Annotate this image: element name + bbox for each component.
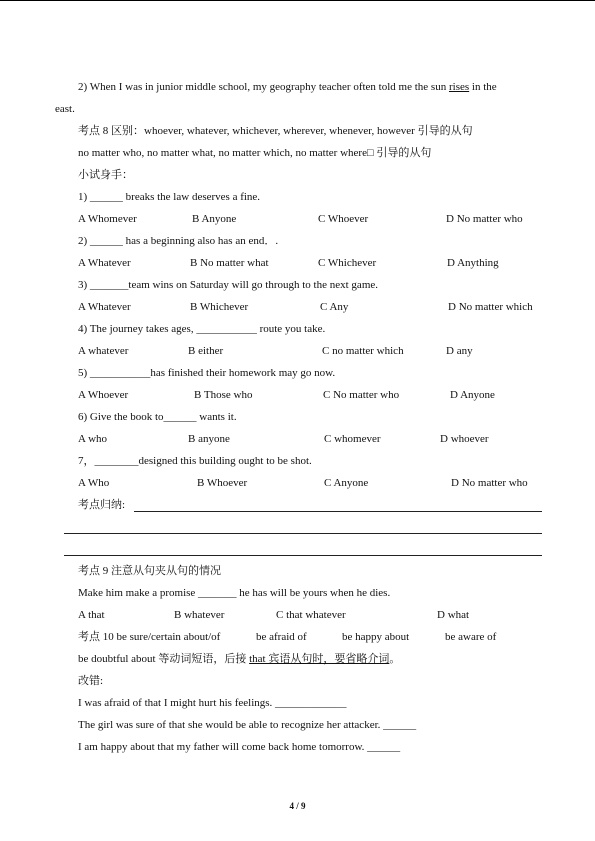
option-c: C that whatever	[276, 609, 346, 621]
intro-text: 2) When I was in junior middle school, my geography teacher often told me the sun	[78, 81, 449, 93]
option-a: A that	[78, 609, 105, 621]
question-stem: 5) ___________has finished their homework may go now.	[78, 367, 336, 379]
question-stem: 1) ______ breaks the law deserves a fine.	[78, 191, 261, 203]
option-b: B anyone	[188, 433, 230, 445]
correction-sentence: I was afraid of that I might hurt his feelings. _____________	[78, 697, 347, 709]
kaodian10-phrase: be afraid of	[256, 631, 307, 643]
option-b: B whatever	[174, 609, 225, 621]
kaodian10-rule-text: be doubtful about 等动词短语，后接	[78, 653, 250, 665]
correction-label: 改错:	[78, 675, 104, 687]
option-c: C Whoever	[318, 213, 369, 225]
option-a: A Whomever	[78, 213, 137, 225]
summary-answer-line	[64, 533, 542, 534]
option-b: B Whoever	[197, 477, 248, 489]
intro-line-1	[78, 80, 497, 94]
option-b: B Those who	[194, 389, 253, 401]
intro-underlined-word: rises	[448, 81, 470, 93]
option-a: A who	[78, 433, 108, 445]
option-d: D Anyone	[450, 389, 495, 401]
option-c: C whomever	[324, 433, 381, 445]
question-stem: 2) ______ has a beginning also has an end．.	[78, 235, 279, 247]
kaodian10-rule-end: 。	[389, 653, 401, 665]
intro-text-end: in the	[469, 81, 497, 93]
summary-answer-line	[64, 555, 542, 556]
kaodian10-phrase: 考点 10 be sure/certain about/of	[78, 631, 221, 643]
option-a: A Whoever	[78, 389, 129, 401]
option-d: D No matter who	[451, 477, 528, 489]
option-c: C no matter which	[322, 345, 404, 357]
kaodian10-phrase: be aware of	[445, 631, 497, 643]
option-d: D No matter who	[446, 213, 523, 225]
option-d: D No matter which	[448, 301, 533, 313]
header-rule	[0, 0, 595, 1]
option-b: B Whichever	[190, 301, 249, 313]
question-stem: 3) _______team wins on Saturday will go through to the next game.	[78, 279, 379, 291]
kaodian8-subtitle: no matter who, no matter what, no matter which, no matter where□ 引导的从句	[78, 147, 432, 159]
option-b: B Anyone	[192, 213, 237, 225]
option-c: C Anyone	[324, 477, 369, 489]
option-d: D any	[446, 345, 473, 357]
intro-line-2: east.	[55, 103, 75, 115]
page-number: 4 / 9	[289, 801, 306, 811]
option-c: C Whichever	[318, 257, 377, 269]
question-stem: 6) Give the book to______ wants it.	[78, 411, 237, 423]
kaodian9-title: 考点 9 注意从句夹从句的情况	[78, 565, 221, 577]
option-b: B either	[188, 345, 224, 357]
question-stem: 7，________designed this building ought to be shot.	[78, 455, 312, 467]
kaodian10-rule	[78, 652, 400, 666]
summary-answer-line	[134, 511, 542, 512]
option-a: A Who	[78, 477, 110, 489]
practice-label: 小试身手：	[78, 169, 133, 181]
kaodian10-phrase: be happy about	[342, 631, 410, 643]
option-a: A Whatever	[78, 257, 131, 269]
option-a: A Whatever	[78, 301, 131, 313]
option-c: C No matter who	[323, 389, 400, 401]
kaodian9-question: Make him make a promise _______ he has will be yours when he dies.	[78, 587, 391, 599]
correction-sentence: I am happy about that my father will come back home tomorrow. ______	[78, 741, 401, 753]
option-d: D whoever	[440, 433, 489, 445]
option-c: C Any	[320, 301, 349, 313]
option-a: A whatever	[78, 345, 129, 357]
option-d: D what	[437, 609, 470, 621]
option-b: B No matter what	[190, 257, 269, 269]
question-stem: 4) The journey takes ages, ___________ route you take.	[78, 323, 326, 335]
correction-sentence: The girl was sure of that she would be able to recognize her attacker. ______	[78, 719, 417, 731]
kaodian8-title: 考点 8 区别：whoever, whatever, whichever, wherever, whenever, however 引导的从句	[78, 125, 473, 137]
kaodian10-rule-underlined: that 宾语从句时，要省略介词	[249, 653, 390, 665]
summary-label: 考点归纳:	[78, 499, 126, 511]
option-d: D Anything	[447, 257, 499, 269]
